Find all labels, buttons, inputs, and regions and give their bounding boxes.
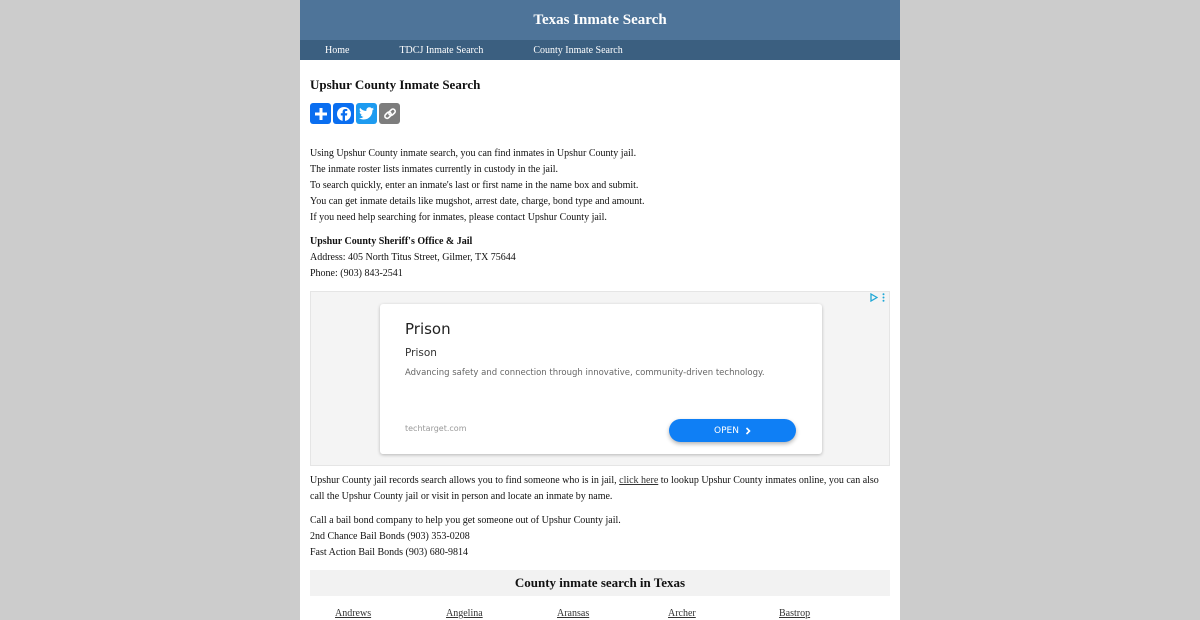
bail-company: Fast Action Bail Bonds (903) 680-9814 bbox=[310, 547, 469, 558]
page-title: Upshur County Inmate Search bbox=[310, 77, 481, 92]
bail-intro: Call a bail bond company to help you get someone out of Upshur County jail. bbox=[310, 515, 621, 526]
nav-tdcj-inmate-search[interactable]: TDCJ Inmate Search bbox=[399, 44, 484, 56]
intro-line: Using Upshur County inmate search, you can find inmates in Upshur County jail. bbox=[310, 148, 637, 159]
bail-bonds-info bbox=[310, 513, 890, 561]
office-name: Upshur County Sheriff's Office & Jail bbox=[310, 236, 473, 247]
ad-open-label: OPEN bbox=[714, 425, 739, 436]
ad-banner[interactable] bbox=[310, 291, 890, 466]
share-facebook-button[interactable] bbox=[333, 103, 354, 124]
nav-home[interactable]: Home bbox=[325, 44, 350, 56]
office-phone: Phone: (903) 843-2541 bbox=[310, 268, 403, 279]
office-info bbox=[310, 234, 890, 282]
main-content bbox=[300, 77, 900, 619]
ad-subtitle: Prison bbox=[405, 347, 437, 359]
county-link-archer[interactable]: Archer bbox=[668, 608, 696, 619]
county-link-bastrop[interactable]: Bastrop bbox=[779, 608, 811, 619]
ad-card[interactable] bbox=[380, 304, 822, 454]
ad-choices[interactable] bbox=[870, 293, 885, 302]
site-header bbox=[300, 0, 900, 40]
intro-line: The inmate roster lists inmates currently in custody in the jail. bbox=[310, 164, 558, 175]
county-link-andrews[interactable]: Andrews bbox=[335, 608, 372, 619]
link-icon bbox=[383, 107, 397, 121]
share-copy-link-button[interactable] bbox=[379, 103, 400, 124]
facebook-icon bbox=[336, 106, 352, 122]
lookup-text: Upshur County jail records search allows you to find someone who is in jail, bbox=[310, 475, 620, 486]
county-list bbox=[310, 608, 890, 619]
share-twitter-button[interactable] bbox=[356, 103, 377, 124]
ad-title[interactable]: Prison bbox=[405, 320, 451, 338]
chevron-right-icon bbox=[745, 427, 751, 435]
share-add-button[interactable] bbox=[310, 103, 331, 124]
lookup-text: to lookup Upshur County inmates online, you can also call the Upshur County jail or visit in person and locate an inmate by name. bbox=[310, 475, 879, 502]
nav-bar bbox=[300, 40, 900, 60]
share-buttons bbox=[310, 103, 890, 124]
county-section-heading: County inmate search in Texas bbox=[310, 570, 890, 596]
page-container bbox=[300, 0, 900, 620]
intro-line: You can get inmate details like mugshot, arrest date, charge, bond type and amount. bbox=[310, 196, 645, 207]
twitter-icon bbox=[359, 107, 374, 120]
county-link-aransas[interactable]: Aransas bbox=[557, 608, 590, 619]
more-vertical-icon[interactable] bbox=[882, 293, 885, 302]
intro-line: If you need help searching for inmates, please contact Upshur County jail. bbox=[310, 212, 607, 223]
lookup-paragraph bbox=[310, 473, 890, 505]
ad-description: Advancing safety and connection through innovative, community-driven technology. bbox=[405, 368, 765, 378]
click-here-link[interactable]: click here bbox=[619, 475, 659, 486]
intro-line: To search quickly, enter an inmate's last or first name in the name box and submit. bbox=[310, 180, 639, 191]
adchoices-play-icon[interactable] bbox=[870, 293, 878, 302]
site-title[interactable]: Texas Inmate Search bbox=[533, 12, 667, 28]
plus-icon bbox=[314, 107, 328, 121]
ad-open-button[interactable] bbox=[669, 419, 796, 442]
intro-text bbox=[310, 146, 890, 226]
ad-domain[interactable]: techtarget.com bbox=[405, 424, 467, 433]
nav-county-inmate-search[interactable]: County Inmate Search bbox=[533, 44, 623, 56]
office-address: Address: 405 North Titus Street, Gilmer, TX 75644 bbox=[310, 252, 516, 263]
county-link-angelina[interactable]: Angelina bbox=[446, 608, 483, 619]
bail-company: 2nd Chance Bail Bonds (903) 353-0208 bbox=[310, 531, 470, 542]
